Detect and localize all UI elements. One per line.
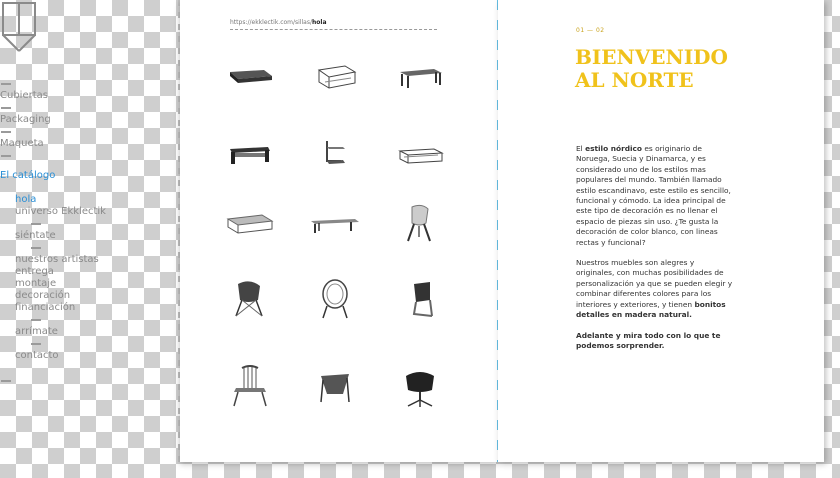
low-sideboard-icon bbox=[220, 52, 280, 102]
subnav-item-universo[interactable]: universo Ekklectik bbox=[15, 206, 106, 217]
eames-shell-chair-icon bbox=[220, 274, 280, 324]
subnav-item-decoracion[interactable]: decoración bbox=[15, 290, 71, 301]
product-shell-chair-wood-legs[interactable] bbox=[390, 197, 450, 247]
product-swivel-tub-chair[interactable] bbox=[390, 362, 450, 412]
intro-text bbox=[576, 144, 734, 361]
breadcrumb-url[interactable] bbox=[230, 19, 437, 30]
cantilever-chair-icon bbox=[390, 274, 450, 324]
nav-divider bbox=[1, 83, 11, 85]
product-eames-shell-chair[interactable] bbox=[220, 274, 280, 324]
subnav-item-entrega[interactable]: entrega bbox=[15, 266, 54, 277]
subnav-item-arrimate[interactable]: arrímate bbox=[15, 326, 58, 337]
product-basket-lounge-chair[interactable] bbox=[305, 362, 365, 412]
shell-chair-wood-legs-icon bbox=[390, 197, 450, 247]
nav-divider bbox=[31, 319, 41, 321]
paragraph-2 bbox=[576, 258, 734, 320]
url-current: hola bbox=[312, 19, 327, 26]
nav-divider bbox=[1, 380, 11, 382]
nav-divider bbox=[1, 107, 11, 109]
acapulco-chair-icon bbox=[305, 274, 365, 324]
catalog-left-page bbox=[180, 0, 498, 462]
subnav-item-hola[interactable]: hola bbox=[15, 194, 37, 205]
brand-logo-icon[interactable] bbox=[2, 2, 36, 52]
product-bench-table[interactable] bbox=[390, 52, 450, 102]
slim-bench-icon bbox=[305, 197, 365, 247]
product-acapulco-chair[interactable] bbox=[305, 274, 365, 324]
p1-post: es originario de Noruega, Suecia y Dinamarca, y es considerado uno de los estilos mas populares del mundo. También llamado estilo escandinavo, este estilo es sencillo, funcional y cómodo. La idea principal de este tipo de decoración es no llenar el espacio de piezas sin uso. ¿Te gusta la decoración de color blanco, con lineas rectas y funcional? bbox=[576, 144, 731, 247]
product-slim-bench[interactable] bbox=[305, 197, 365, 247]
nav-item-cubiertas[interactable]: Cubiertas bbox=[0, 90, 48, 101]
product-low-sideboard[interactable] bbox=[220, 52, 280, 102]
nav-divider bbox=[31, 247, 41, 249]
wood-coffee-table-icon bbox=[220, 197, 280, 247]
nav-divider bbox=[1, 131, 11, 133]
subnav-item-financiacion[interactable]: financiación bbox=[15, 302, 76, 313]
product-wood-coffee-table[interactable] bbox=[220, 197, 280, 247]
product-windsor-armchair[interactable] bbox=[220, 362, 280, 412]
nav-divider bbox=[31, 343, 41, 345]
product-console-desk[interactable] bbox=[220, 127, 280, 177]
p2-bold: bonitos detalles en madera natural. bbox=[576, 299, 726, 320]
subnav-item-sientate[interactable]: siéntate bbox=[15, 230, 56, 241]
url-path: https://ekklectik.com/sillas/ bbox=[230, 19, 312, 26]
p1-bold: estilo nórdico bbox=[585, 144, 643, 153]
nav-divider bbox=[31, 223, 41, 225]
nav-item-maqueta[interactable]: Maqueta bbox=[0, 138, 44, 149]
paragraph-1 bbox=[576, 144, 734, 248]
wire-coffee-table-icon bbox=[390, 127, 450, 177]
title-line-1: BIENVENIDO bbox=[575, 45, 728, 69]
nav-item-packaging[interactable]: Packaging bbox=[0, 114, 51, 125]
console-desk-icon bbox=[220, 127, 280, 177]
page-numbers: 01 — 02 bbox=[576, 27, 605, 34]
p1-pre: El bbox=[576, 144, 586, 153]
swivel-tub-chair-icon bbox=[390, 362, 450, 412]
paragraph-3-cta: Adelante y mira todo con lo que te podemos sorprender. bbox=[576, 330, 721, 350]
subnav-item-contacto[interactable]: contacto bbox=[15, 350, 59, 361]
bench-table-icon bbox=[390, 52, 450, 102]
product-wire-coffee-table[interactable] bbox=[390, 127, 450, 177]
p2-pre: Nuestros muebles son alegres y originales, con muchas posibilidades de personalización ya que se pueden elegir y combinar diferentes colores para los interiores y exteriores, y tienen bbox=[576, 258, 733, 309]
product-side-table-c[interactable] bbox=[305, 127, 365, 177]
product-wire-basket-table[interactable] bbox=[305, 52, 365, 102]
page-title bbox=[575, 46, 805, 92]
windsor-armchair-icon bbox=[220, 362, 280, 412]
sidebar-nav bbox=[0, 78, 170, 387]
nav-item-catalogo[interactable]: El catálogo bbox=[0, 170, 56, 181]
subnav-item-artistas[interactable]: nuestros artistas bbox=[15, 254, 99, 265]
catalog-subnav bbox=[0, 194, 170, 362]
nav-divider bbox=[1, 155, 11, 157]
side-table-c-icon bbox=[305, 127, 365, 177]
title-line-2: AL NORTE bbox=[575, 68, 694, 92]
wire-basket-table-icon bbox=[305, 52, 365, 102]
basket-lounge-chair-icon bbox=[305, 362, 365, 412]
catalog-right-page bbox=[498, 0, 824, 462]
subnav-item-montaje[interactable]: montaje bbox=[15, 278, 57, 289]
product-cantilever-chair[interactable] bbox=[390, 274, 450, 324]
